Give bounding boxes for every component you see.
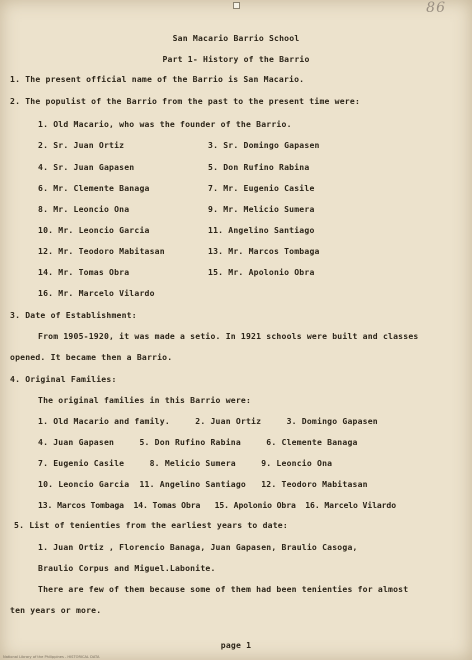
populist-left: 10. Mr. Leoncio Garcia (38, 225, 150, 235)
family-row: 7. Eugenio Casile 8. Melicio Sumera 9. Leoncio Ona (38, 458, 333, 468)
populist-right: 11. Angelino Santiago (208, 225, 315, 235)
populist-right: 3. Sr. Domingo Gapasen (208, 140, 320, 150)
family-row: 13. Marcos Tombaga 14. Tomas Obra 15. Apolonio Obra 16. Marcelo Vilardo (38, 500, 396, 510)
populist-right: 5. Don Rufino Rabina (208, 162, 310, 172)
populist-left: 4. Sr. Juan Gapasen (38, 162, 135, 172)
family-row: 1. Old Macario and family. 2. Juan Ortiz 3. Domingo Gapasen (38, 416, 378, 426)
tack-mark (233, 2, 240, 9)
populist-right: 13. Mr. Marcos Tombaga (208, 246, 320, 256)
family-row: 4. Juan Gapasen 5. Don Rufino Rabina 6. Clemente Banaga (38, 437, 358, 447)
item-5-line: 1. Juan Ortiz , Florencio Banaga, Juan Gapasen, Braulio Casoga, (38, 542, 358, 552)
populist-left: 8. Mr. Leoncio Ona (38, 204, 130, 214)
family-row: 10. Leoncio Garcia 11. Angelino Santiago 12. Teodoro Mabitasan (38, 479, 368, 489)
item-3-line: opened. It became then a Barrio. (10, 352, 173, 362)
populist-left: 6. Mr. Clemente Banaga (38, 183, 150, 193)
item-5-heading: 5. List of tenienties from the earliest years to date: (14, 520, 288, 530)
item-5-line: Braulio Corpus and Miguel.Labonite. (38, 563, 216, 573)
item-2-heading: 2. The populist of the Barrio from the past to the present time were: (10, 96, 361, 106)
part-heading: Part 1- History of the Barrio (162, 54, 310, 64)
populist-left: 12. Mr. Teodoro Mabitasan (38, 246, 165, 256)
item-3-heading: 3. Date of Establishment: (10, 310, 137, 320)
item-4-heading: 4. Original Families: (10, 374, 117, 384)
handwritten-page-number: 86 (426, 0, 446, 16)
archive-strip: National Library of the Philippines - HISTORICAL DATA (3, 655, 100, 659)
populist-left: 14. Mr. Tomas Obra (38, 267, 130, 277)
populist-right: 7. Mr. Eugenio Casile (208, 183, 315, 193)
document-title: San Macario Barrio School (172, 33, 300, 43)
populist-left: 2. Sr. Juan Ortiz (38, 140, 125, 150)
item-2-intro: 1. Old Macario, who was the founder of the Barrio. (38, 119, 292, 129)
page-footer: page 1 (220, 640, 252, 650)
item-5-line: There are few of them because some of them had been tenienties for almost (38, 584, 409, 594)
item-3-line: From 1905-1920, it was made a setio. In 1921 schools were built and classes (38, 331, 419, 341)
item-4-intro: The original families in this Barrio were: (38, 395, 252, 405)
item-1: 1. The present official name of the Barrio is San Macario. (10, 74, 305, 84)
populist-right: 9. Mr. Melicio Sumera (208, 204, 315, 214)
item-5-line: ten years or more. (10, 605, 102, 615)
populist-right: 15. Mr. Apolonio Obra (208, 267, 315, 277)
populist-left: 16. Mr. Marcelo Vilardo (38, 288, 155, 298)
